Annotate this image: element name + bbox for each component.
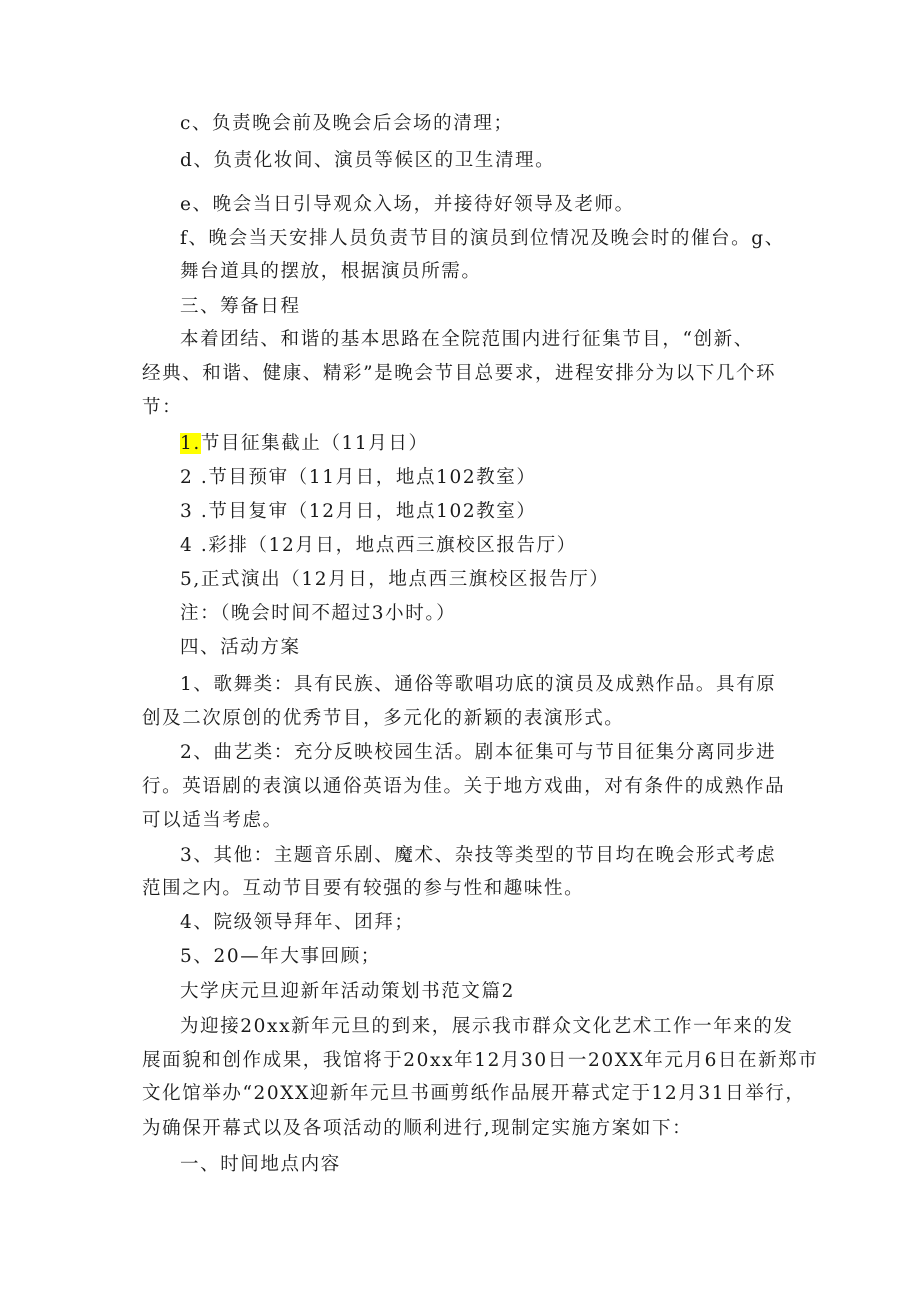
list-item-3: 3 .节目复审（12月日，地点102教室） [180, 501, 537, 522]
list-item-4: 4 .彩排（12月日，地点西三旗校区报告厅） [180, 535, 577, 556]
body-text: 文化馆举办“20XX迎新年元旦书画剪纸作品展开幕式定于12月31日举行， [142, 1083, 806, 1104]
section-heading-4: 四、活动方案 [180, 637, 301, 658]
paragraph-d: d、负责化妆间、演员等候区的卫生清理。 [180, 150, 556, 171]
paragraph-f: f、晚会当天安排人员负责节目的演员到位情况及晚会时的催台。g、 [180, 228, 785, 249]
body-text: 可以适当考虑。 [142, 810, 283, 831]
body-text: 5、20—年大事回顾； [180, 946, 381, 967]
body-text: 行。英语剧的表演以通俗英语为佳。关于地方戏曲，对有条件的成熟作品 [142, 776, 786, 797]
paragraph-c: c、负责晚会前及晚会后会场的清理； [180, 113, 514, 134]
body-text: 范围之内。互动节目要有较强的参与性和趣味性。 [142, 878, 585, 899]
body-text: 2、曲艺类：充分反映校园生活。剧本征集可与节目征集分离同步进 [180, 742, 777, 763]
body-text: 节： [142, 397, 183, 418]
body-text: 4、院级领导拜年、团拜； [180, 912, 415, 933]
body-text: 展面貌和创作成果，我馆将于20xx年12月30日一20XX年元月6日在新郑市 [142, 1050, 819, 1071]
list-item-1: 1.节目征集截止（11月日） [180, 433, 429, 454]
list-item-5: 5,正式演出（12月日，地点西三旗校区报告厅） [180, 569, 610, 590]
article-title: 大学庆元旦迎新年活动策划书范文篇2 [180, 981, 515, 1002]
body-text: 1、歌舞类：具有民族、通俗等歌唱功底的演员及成熟作品。具有原 [180, 674, 777, 695]
note-text: 注：（晚会时间不超过3小时。） [180, 603, 457, 624]
body-text: 经典、和谐、健康、精彩”是晚会节目总要求，进程安排分为以下几个环 [142, 363, 777, 384]
section-heading-3: 三、筹备日程 [180, 296, 301, 317]
body-text: 3、其他：主题音乐剧、魔术、杂技等类型的节目均在晚会形式考虑 [180, 845, 777, 866]
body-text: 本着团结、和谐的基本思路在全院范围内进行征集节目，“创新、 [180, 329, 754, 350]
highlight-marker: 1. [180, 433, 201, 454]
body-text: 为确保开幕式以及各项活动的顺利进行,现制定实施方案如下： [142, 1118, 693, 1139]
body-text: 为迎接20xx新年元旦的到来，展示我市群众文化艺术工作一年来的发 [180, 1016, 794, 1037]
section-heading-1: 一、时间地点内容 [180, 1154, 341, 1175]
paragraph-e: e、晚会当日引导观众入场，并接待好领导及老师。 [180, 194, 635, 215]
paragraph-g-cont: 舞台道具的摆放，根据演员所需。 [180, 261, 482, 282]
list-item-2: 2 .节目预审（11月日，地点102教室） [180, 467, 537, 488]
body-text: 创及二次原创的优秀节目，多元化的新颖的表演形式。 [142, 708, 625, 729]
